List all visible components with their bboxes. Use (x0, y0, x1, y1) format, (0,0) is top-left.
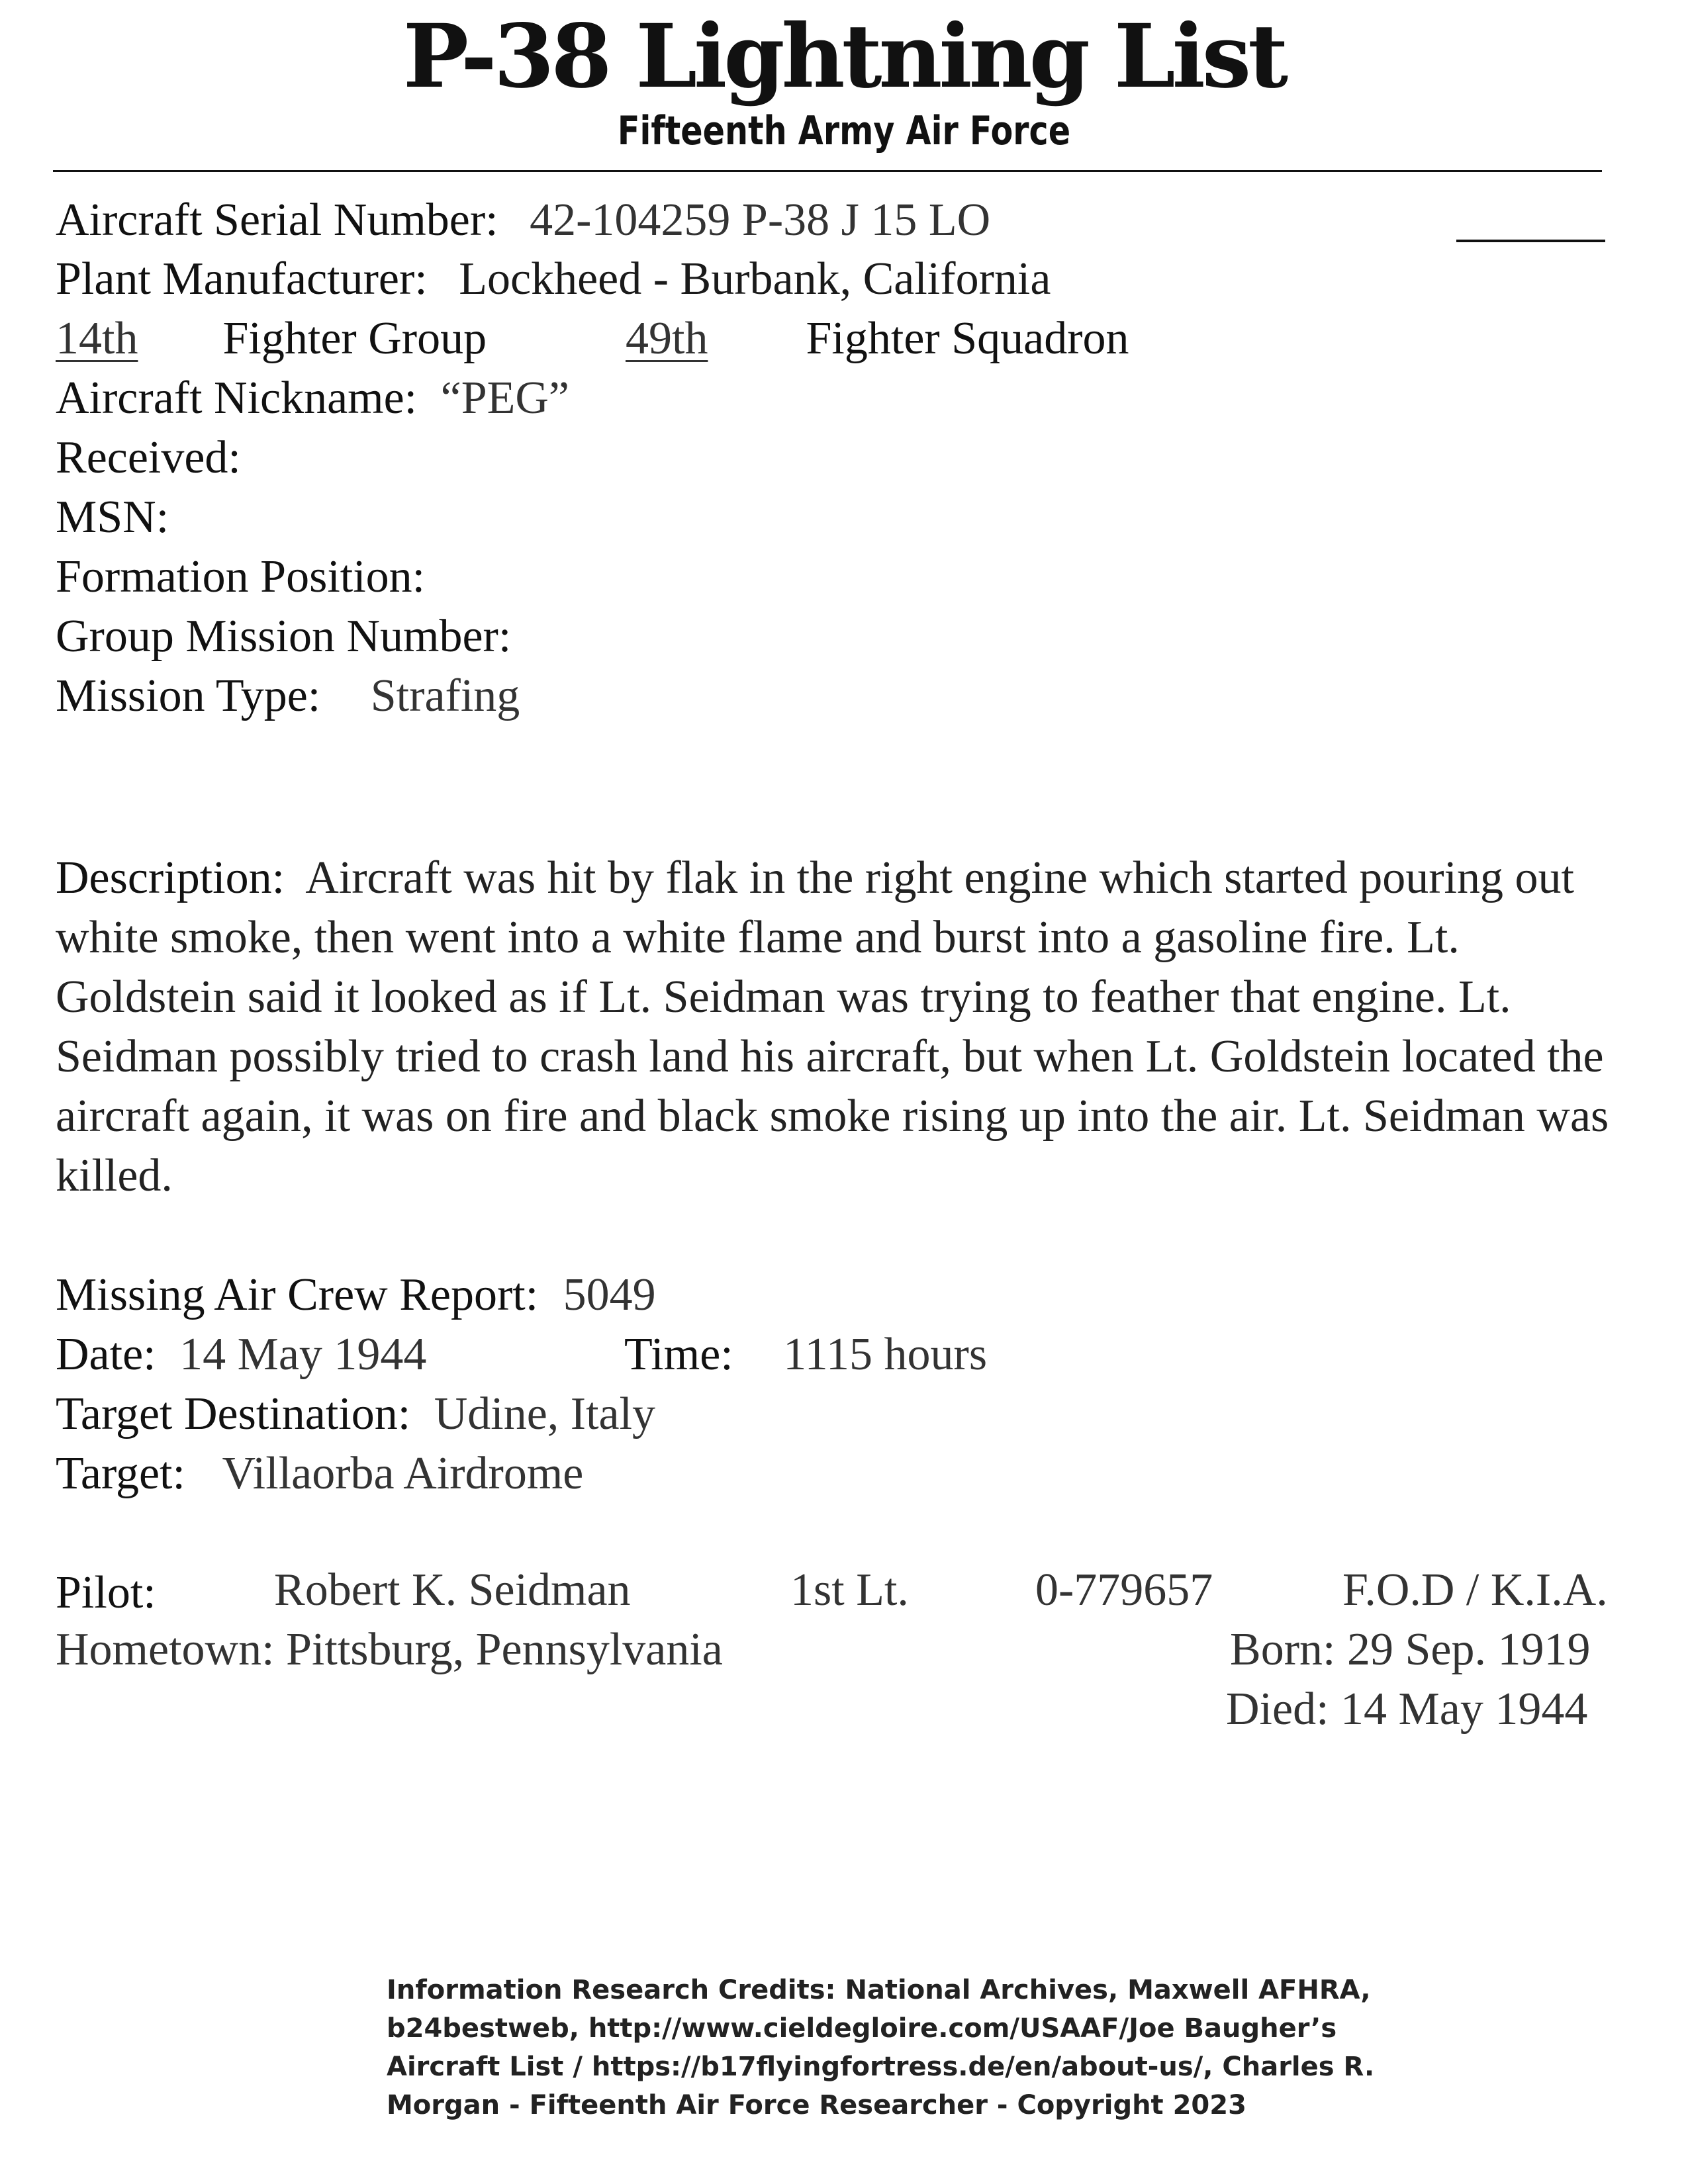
research-credits (387, 1971, 1380, 2124)
description-text: Aircraft was hit by flak in the right engine which started pouring out white smoke, then went into a white flame and burst into a gasoline fire. Lt. Goldstein said it looked as if Lt. Seidman was trying to feather that engine. Lt. Seidman possibly tried to crash land his aircraft, but when Lt. Goldstein located the aircraft again, it was on fire and black smoke rising up into the air. Lt. Seidman was killed. (56, 852, 1609, 1201)
group-mission-number-label: Group Mission Number: (56, 611, 512, 662)
macr-label: Missing Air Crew Report: (56, 1269, 539, 1320)
credits-line-3: Aircraft List / https://b17flyingfortress.de/en/about-us/, Charles R. (387, 2052, 1375, 2082)
fighter-group-value: 14th (56, 313, 138, 364)
msn-label: MSN: (56, 492, 169, 543)
group-squadron-row (56, 313, 487, 364)
target-destination-label: Target Destination: (56, 1388, 411, 1439)
nickname-value: “PEG” (440, 373, 570, 424)
credits-line-4: Morgan - Fifteenth Air Force Researcher - Copyright 2023 (387, 2090, 1246, 2120)
serial-number-label: Aircraft Serial Number: (56, 195, 498, 246)
received-row (56, 432, 241, 483)
pilot-hometown: Hometown: Pittsburg, Pennsylvania (56, 1624, 723, 1675)
squadron-row (626, 313, 1129, 364)
manufacturer-label: Plant Manufacturer: (56, 253, 428, 304)
pilot-status: F.O.D / K.I.A. (1342, 1565, 1608, 1615)
fighter-group-label: Fighter Group (222, 313, 487, 364)
credits-line-1: Information Research Credits: National Archives, Maxwell AFHRA, (387, 1975, 1371, 2005)
destination-row (56, 1388, 656, 1439)
mission-type-label: Mission Type: (56, 670, 321, 721)
pilot-label: Pilot: (56, 1567, 156, 1618)
description-block (56, 848, 1631, 1206)
serial-number-row (56, 197, 990, 244)
pilot-name: Robert K. Seidman (274, 1565, 631, 1615)
serial-number-value: 42-104259 P-38 J 15 LO (530, 195, 991, 246)
time-label: Time: (624, 1329, 733, 1380)
mission-type-value: Strafing (370, 670, 520, 721)
fighter-squadron-label: Fighter Squadron (806, 313, 1129, 364)
blank-line (1456, 240, 1605, 242)
page-subtitle: Fifteenth Army Air Force (617, 108, 1071, 154)
pilot-rank: 1st Lt. (790, 1565, 909, 1615)
manufacturer-row (56, 253, 1051, 304)
target-destination-value: Udine, Italy (434, 1388, 656, 1439)
macr-value: 5049 (563, 1269, 656, 1320)
credits-line-2: b24bestweb, http://www.cieldegloire.com/USAAF/Joe Baugher’s (387, 2013, 1337, 2044)
date-row (56, 1329, 427, 1380)
date-value: 14 May 1944 (179, 1329, 427, 1380)
msn-row (56, 494, 169, 541)
time-value: 1115 hours (783, 1329, 988, 1380)
formation-row (56, 551, 426, 602)
time-row (624, 1329, 988, 1380)
description-label: Description: (56, 852, 285, 903)
received-label: Received: (56, 432, 241, 483)
group-mission-row (56, 611, 512, 662)
nickname-label: Aircraft Nickname: (56, 373, 418, 424)
fighter-squadron-value: 49th (626, 313, 708, 364)
target-label: Target: (56, 1448, 185, 1499)
macr-row (56, 1269, 656, 1320)
manufacturer-value: Lockheed - Burbank, California (459, 253, 1051, 304)
target-row (56, 1448, 584, 1499)
pilot-born: Born: 29 Sep. 1919 (1230, 1624, 1591, 1675)
pilot-died: Died: 14 May 1944 (1226, 1684, 1588, 1735)
date-label: Date: (56, 1329, 156, 1380)
mission-type-row (56, 670, 520, 721)
formation-position-label: Formation Position: (56, 551, 426, 602)
target-value: Villaorba Airdrome (222, 1448, 584, 1499)
header-rule (53, 170, 1602, 172)
page-title: P-38 Lightning List (402, 5, 1286, 108)
pilot-serial: 0-779657 (1035, 1565, 1213, 1615)
nickname-row (56, 375, 569, 422)
